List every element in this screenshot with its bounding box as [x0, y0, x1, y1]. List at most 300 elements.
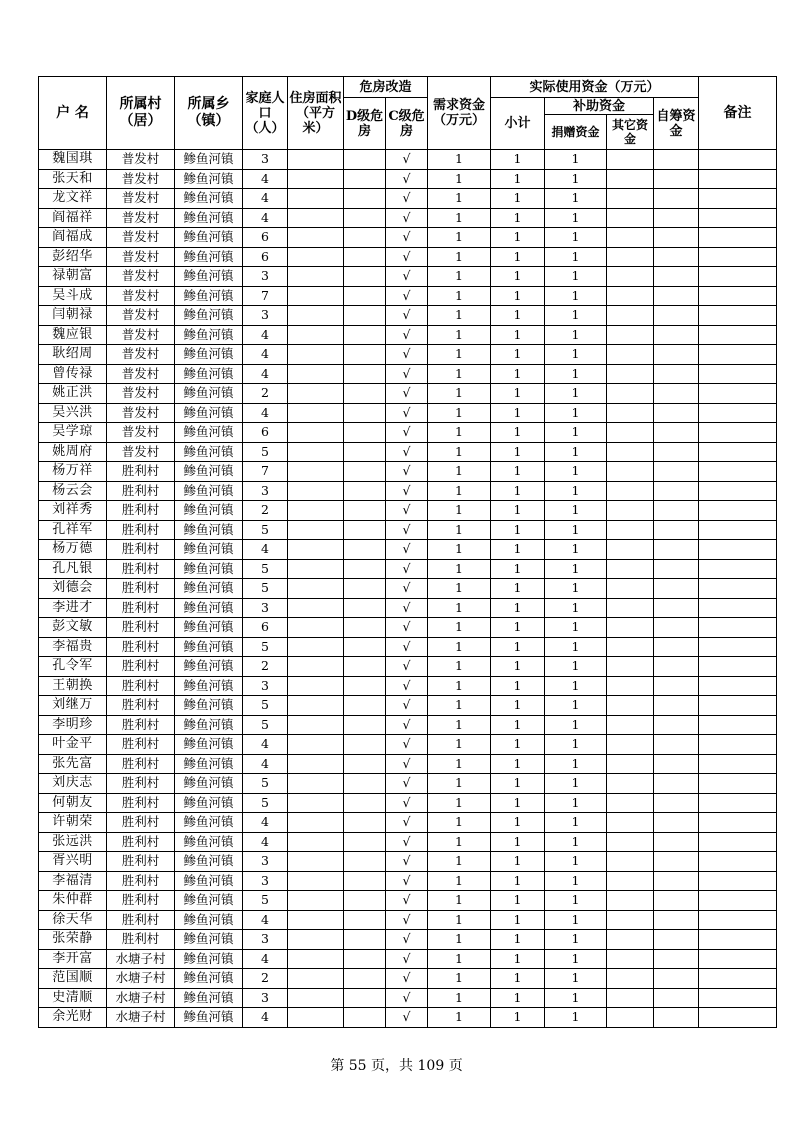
cell-donation: 1 [545, 774, 607, 794]
cell-donation: 1 [545, 364, 607, 384]
cell-population: 5 [243, 579, 288, 599]
cell-town: 鲹鱼河镇 [175, 267, 243, 287]
cell-c-level: √ [386, 637, 428, 657]
cell-demand: 1 [428, 247, 491, 267]
cell-demand: 1 [428, 481, 491, 501]
cell-village: 胜利村 [107, 871, 175, 891]
cell-village: 普发村 [107, 364, 175, 384]
cell-village: 普发村 [107, 267, 175, 287]
cell-town: 鲹鱼河镇 [175, 1008, 243, 1028]
cell-remark [699, 520, 777, 540]
header-name: 户 名 [39, 77, 107, 150]
cell-c-level: √ [386, 813, 428, 833]
cell-other [607, 345, 654, 365]
cell-self [654, 325, 699, 345]
cell-population: 3 [243, 852, 288, 872]
cell-demand: 1 [428, 325, 491, 345]
cell-remark [699, 169, 777, 189]
cell-c-level: √ [386, 325, 428, 345]
cell-area [288, 774, 344, 794]
cell-town: 鲹鱼河镇 [175, 813, 243, 833]
cell-area [288, 189, 344, 209]
cell-remark [699, 832, 777, 852]
cell-subtotal: 1 [491, 501, 545, 521]
cell-population: 6 [243, 228, 288, 248]
cell-demand: 1 [428, 559, 491, 579]
table-row [39, 364, 777, 384]
cell-demand: 1 [428, 267, 491, 287]
cell-subtotal: 1 [491, 520, 545, 540]
cell-donation: 1 [545, 735, 607, 755]
table-row [39, 930, 777, 950]
cell-area [288, 228, 344, 248]
cell-population: 4 [243, 345, 288, 365]
cell-other [607, 442, 654, 462]
cell-other [607, 208, 654, 228]
cell-d-level [344, 657, 386, 677]
cell-population: 2 [243, 384, 288, 404]
cell-name: 张远洪 [39, 832, 107, 852]
cell-name: 吴学琼 [39, 423, 107, 443]
cell-area [288, 286, 344, 306]
cell-area [288, 676, 344, 696]
cell-d-level [344, 930, 386, 950]
cell-village: 水塘子村 [107, 949, 175, 969]
cell-remark [699, 793, 777, 813]
cell-village: 胜利村 [107, 618, 175, 638]
cell-donation: 1 [545, 579, 607, 599]
cell-donation: 1 [545, 871, 607, 891]
cell-subtotal: 1 [491, 657, 545, 677]
cell-remark [699, 150, 777, 170]
header-town: 所属乡（镇） [175, 77, 243, 150]
cell-other [607, 676, 654, 696]
cell-population: 3 [243, 676, 288, 696]
header-self: 自筹资金 [654, 98, 699, 150]
cell-name: 许朝荣 [39, 813, 107, 833]
cell-other [607, 930, 654, 950]
header-village: 所属村（居） [107, 77, 175, 150]
cell-self [654, 345, 699, 365]
cell-population: 4 [243, 949, 288, 969]
cell-population: 4 [243, 540, 288, 560]
cell-d-level [344, 345, 386, 365]
cell-town: 鲹鱼河镇 [175, 423, 243, 443]
cell-village: 普发村 [107, 189, 175, 209]
cell-name: 李明珍 [39, 715, 107, 735]
cell-d-level [344, 325, 386, 345]
table-row [39, 657, 777, 677]
cell-self [654, 696, 699, 716]
cell-donation: 1 [545, 969, 607, 989]
cell-donation: 1 [545, 988, 607, 1008]
cell-d-level [344, 228, 386, 248]
cell-area [288, 267, 344, 287]
cell-town: 鲹鱼河镇 [175, 325, 243, 345]
cell-demand: 1 [428, 345, 491, 365]
cell-area [288, 988, 344, 1008]
cell-other [607, 462, 654, 482]
cell-c-level: √ [386, 208, 428, 228]
cell-subtotal: 1 [491, 325, 545, 345]
header-actual-group: 实际使用资金（万元） [491, 77, 699, 98]
cell-name: 王朝换 [39, 676, 107, 696]
cell-d-level [344, 696, 386, 716]
cell-subtotal: 1 [491, 832, 545, 852]
cell-name: 刘继万 [39, 696, 107, 716]
cell-d-level [344, 598, 386, 618]
cell-name: 叶金平 [39, 735, 107, 755]
cell-d-level [344, 618, 386, 638]
cell-town: 鲹鱼河镇 [175, 618, 243, 638]
cell-demand: 1 [428, 735, 491, 755]
cell-c-level: √ [386, 423, 428, 443]
cell-village: 普发村 [107, 442, 175, 462]
cell-self [654, 501, 699, 521]
cell-other [607, 481, 654, 501]
cell-population: 5 [243, 559, 288, 579]
cell-name: 杨万祥 [39, 462, 107, 482]
cell-population: 5 [243, 715, 288, 735]
cell-d-level [344, 949, 386, 969]
cell-area [288, 1008, 344, 1028]
cell-self [654, 442, 699, 462]
cell-d-level [344, 423, 386, 443]
cell-c-level: √ [386, 559, 428, 579]
cell-other [607, 832, 654, 852]
cell-village: 胜利村 [107, 481, 175, 501]
cell-demand: 1 [428, 423, 491, 443]
cell-donation: 1 [545, 754, 607, 774]
table-row [39, 832, 777, 852]
cell-self [654, 618, 699, 638]
cell-remark [699, 462, 777, 482]
cell-name: 阎福祥 [39, 208, 107, 228]
cell-area [288, 423, 344, 443]
cell-c-level: √ [386, 150, 428, 170]
cell-d-level [344, 364, 386, 384]
cell-subtotal: 1 [491, 852, 545, 872]
cell-village: 胜利村 [107, 832, 175, 852]
footer-total-pages: 109 [417, 1058, 445, 1074]
cell-name: 刘祥秀 [39, 501, 107, 521]
cell-other [607, 852, 654, 872]
cell-area [288, 969, 344, 989]
table-row [39, 423, 777, 443]
cell-name: 禄朝富 [39, 267, 107, 287]
cell-c-level: √ [386, 228, 428, 248]
cell-demand: 1 [428, 969, 491, 989]
cell-area [288, 325, 344, 345]
cell-name: 龙文祥 [39, 189, 107, 209]
cell-other [607, 969, 654, 989]
table-row [39, 306, 777, 326]
cell-name: 张荣静 [39, 930, 107, 950]
cell-subtotal: 1 [491, 540, 545, 560]
cell-demand: 1 [428, 579, 491, 599]
cell-town: 鲹鱼河镇 [175, 384, 243, 404]
cell-c-level: √ [386, 189, 428, 209]
cell-other [607, 403, 654, 423]
cell-population: 5 [243, 891, 288, 911]
table-row [39, 871, 777, 891]
cell-subtotal: 1 [491, 267, 545, 287]
cell-remark [699, 852, 777, 872]
cell-village: 胜利村 [107, 657, 175, 677]
cell-d-level [344, 208, 386, 228]
cell-population: 4 [243, 754, 288, 774]
cell-village: 普发村 [107, 345, 175, 365]
cell-donation: 1 [545, 189, 607, 209]
cell-demand: 1 [428, 715, 491, 735]
cell-other [607, 325, 654, 345]
cell-village: 胜利村 [107, 715, 175, 735]
cell-subtotal: 1 [491, 208, 545, 228]
table-row [39, 988, 777, 1008]
cell-d-level [344, 676, 386, 696]
cell-remark [699, 949, 777, 969]
cell-self [654, 598, 699, 618]
cell-subtotal: 1 [491, 345, 545, 365]
cell-name: 李开富 [39, 949, 107, 969]
cell-demand: 1 [428, 364, 491, 384]
cell-population: 4 [243, 325, 288, 345]
cell-subtotal: 1 [491, 715, 545, 735]
cell-donation: 1 [545, 832, 607, 852]
cell-town: 鲹鱼河镇 [175, 676, 243, 696]
cell-town: 鲹鱼河镇 [175, 442, 243, 462]
cell-village: 普发村 [107, 325, 175, 345]
table-row [39, 540, 777, 560]
cell-village: 普发村 [107, 423, 175, 443]
cell-other [607, 228, 654, 248]
cell-demand: 1 [428, 793, 491, 813]
cell-donation: 1 [545, 345, 607, 365]
page-footer [0, 1055, 793, 1075]
cell-name: 孔凡银 [39, 559, 107, 579]
cell-c-level: √ [386, 345, 428, 365]
cell-subtotal: 1 [491, 793, 545, 813]
cell-area [288, 306, 344, 326]
table-row [39, 286, 777, 306]
cell-d-level [344, 189, 386, 209]
cell-donation: 1 [545, 715, 607, 735]
cell-d-level [344, 169, 386, 189]
cell-name: 魏应银 [39, 325, 107, 345]
table-row [39, 403, 777, 423]
cell-demand: 1 [428, 637, 491, 657]
cell-self [654, 657, 699, 677]
cell-demand: 1 [428, 813, 491, 833]
cell-demand: 1 [428, 1008, 491, 1028]
cell-self [654, 832, 699, 852]
cell-other [607, 696, 654, 716]
table-row [39, 735, 777, 755]
cell-self [654, 754, 699, 774]
cell-subtotal: 1 [491, 774, 545, 794]
cell-name: 何朝友 [39, 793, 107, 813]
cell-c-level: √ [386, 930, 428, 950]
cell-self [654, 715, 699, 735]
cell-town: 鲹鱼河镇 [175, 540, 243, 560]
cell-demand: 1 [428, 169, 491, 189]
header-c-level: C级危房 [386, 98, 428, 150]
cell-area [288, 579, 344, 599]
cell-population: 7 [243, 286, 288, 306]
cell-town: 鲹鱼河镇 [175, 891, 243, 911]
cell-area [288, 813, 344, 833]
cell-remark [699, 559, 777, 579]
cell-other [607, 657, 654, 677]
cell-village: 普发村 [107, 306, 175, 326]
cell-population: 2 [243, 969, 288, 989]
cell-town: 鲹鱼河镇 [175, 637, 243, 657]
cell-demand: 1 [428, 520, 491, 540]
cell-other [607, 891, 654, 911]
cell-demand: 1 [428, 949, 491, 969]
cell-self [654, 891, 699, 911]
cell-d-level [344, 637, 386, 657]
cell-name: 张先富 [39, 754, 107, 774]
cell-donation: 1 [545, 384, 607, 404]
cell-name: 吴斗成 [39, 286, 107, 306]
cell-donation: 1 [545, 462, 607, 482]
footer-page-number: 55 [348, 1058, 367, 1074]
cell-c-level: √ [386, 754, 428, 774]
cell-demand: 1 [428, 384, 491, 404]
cell-name: 孔祥军 [39, 520, 107, 540]
cell-remark [699, 637, 777, 657]
cell-remark [699, 969, 777, 989]
cell-self [654, 1008, 699, 1028]
cell-other [607, 579, 654, 599]
cell-self [654, 988, 699, 1008]
cell-population: 4 [243, 735, 288, 755]
cell-d-level [344, 793, 386, 813]
cell-self [654, 384, 699, 404]
cell-donation: 1 [545, 501, 607, 521]
cell-town: 鲹鱼河镇 [175, 169, 243, 189]
cell-d-level [344, 540, 386, 560]
cell-area [288, 403, 344, 423]
cell-subtotal: 1 [491, 306, 545, 326]
cell-self [654, 676, 699, 696]
cell-area [288, 384, 344, 404]
cell-subtotal: 1 [491, 423, 545, 443]
table-row [39, 169, 777, 189]
cell-subtotal: 1 [491, 189, 545, 209]
cell-subtotal: 1 [491, 637, 545, 657]
cell-name: 李福清 [39, 871, 107, 891]
footer-prefix: 第 [330, 1058, 345, 1074]
cell-town: 鲹鱼河镇 [175, 754, 243, 774]
cell-remark [699, 364, 777, 384]
cell-other [607, 520, 654, 540]
cell-village: 胜利村 [107, 676, 175, 696]
cell-demand: 1 [428, 676, 491, 696]
cell-area [288, 208, 344, 228]
cell-population: 2 [243, 501, 288, 521]
cell-name: 刘庆志 [39, 774, 107, 794]
cell-village: 胜利村 [107, 793, 175, 813]
cell-area [288, 169, 344, 189]
cell-subtotal: 1 [491, 481, 545, 501]
cell-self [654, 910, 699, 930]
cell-other [607, 267, 654, 287]
housing-subsidy-table [38, 76, 777, 1028]
cell-village: 胜利村 [107, 559, 175, 579]
cell-population: 3 [243, 306, 288, 326]
cell-area [288, 754, 344, 774]
table-row [39, 520, 777, 540]
cell-donation: 1 [545, 481, 607, 501]
cell-self [654, 637, 699, 657]
cell-d-level [344, 462, 386, 482]
table-row [39, 715, 777, 735]
cell-subtotal: 1 [491, 228, 545, 248]
cell-name: 胥兴明 [39, 852, 107, 872]
table-row [39, 598, 777, 618]
cell-remark [699, 676, 777, 696]
header-remark: 备注 [699, 77, 777, 150]
cell-remark [699, 598, 777, 618]
cell-area [288, 735, 344, 755]
cell-d-level [344, 520, 386, 540]
cell-town: 鲹鱼河镇 [175, 403, 243, 423]
header-population: 家庭人口（人） [243, 77, 288, 150]
cell-self [654, 267, 699, 287]
cell-town: 鲹鱼河镇 [175, 247, 243, 267]
cell-population: 5 [243, 637, 288, 657]
cell-other [607, 715, 654, 735]
cell-subtotal: 1 [491, 949, 545, 969]
cell-self [654, 735, 699, 755]
cell-c-level: √ [386, 169, 428, 189]
cell-d-level [344, 832, 386, 852]
cell-subtotal: 1 [491, 930, 545, 950]
cell-name: 徐天华 [39, 910, 107, 930]
cell-d-level [344, 715, 386, 735]
cell-c-level: √ [386, 442, 428, 462]
cell-self [654, 364, 699, 384]
cell-d-level [344, 247, 386, 267]
cell-population: 6 [243, 247, 288, 267]
cell-area [288, 150, 344, 170]
cell-area [288, 247, 344, 267]
cell-other [607, 618, 654, 638]
cell-self [654, 871, 699, 891]
cell-donation: 1 [545, 247, 607, 267]
cell-subtotal: 1 [491, 696, 545, 716]
cell-population: 3 [243, 150, 288, 170]
cell-other [607, 735, 654, 755]
cell-other [607, 501, 654, 521]
cell-donation: 1 [545, 657, 607, 677]
cell-demand: 1 [428, 228, 491, 248]
cell-village: 普发村 [107, 384, 175, 404]
cell-c-level: √ [386, 852, 428, 872]
cell-village: 普发村 [107, 286, 175, 306]
cell-donation: 1 [545, 540, 607, 560]
cell-self [654, 520, 699, 540]
cell-village: 胜利村 [107, 852, 175, 872]
cell-remark [699, 267, 777, 287]
cell-self [654, 403, 699, 423]
cell-village: 胜利村 [107, 540, 175, 560]
table-row [39, 676, 777, 696]
cell-remark [699, 345, 777, 365]
cell-other [607, 559, 654, 579]
